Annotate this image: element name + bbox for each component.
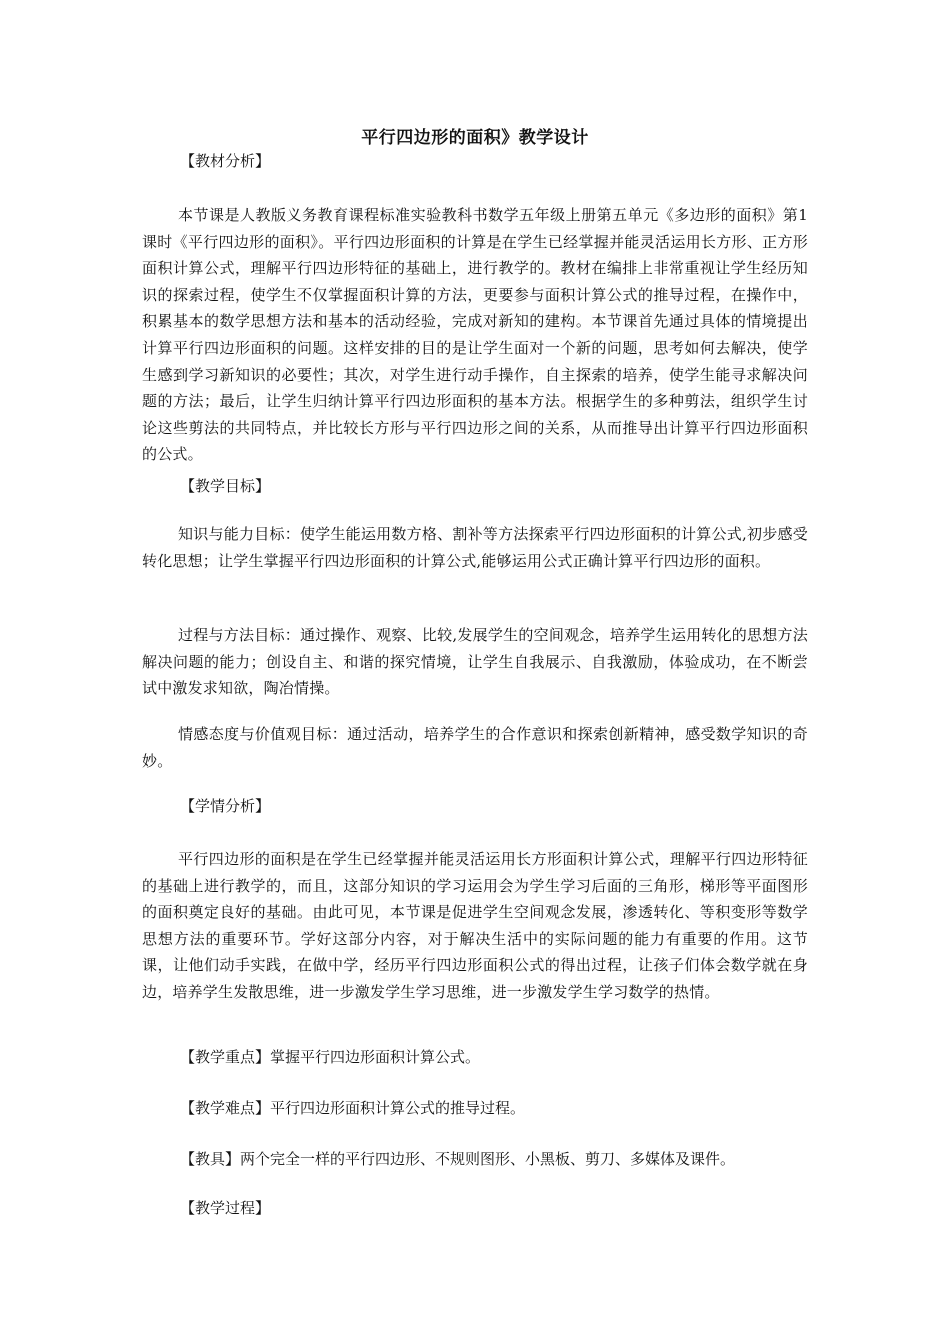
heading-student-analysis: 【学情分析】 (180, 797, 271, 815)
heading-teaching-goals: 【教学目标】 (180, 477, 271, 495)
heading-teaching-process: 【教学过程】 (180, 1199, 271, 1217)
paragraph-emotion-goal: 情感态度与价值观目标：通过活动，培养学生的合作意识和探索创新精神，感受数学知识的奇妙。 (142, 725, 808, 770)
teaching-aids-line: 【教具】两个完全一样的平行四边形、不规则图形、小黑板、剪刀、多媒体及课件。 (180, 1150, 736, 1168)
paragraph-textbook-analysis: 本节课是人教版义务教育课程标准实验教科书数学五年级上册第五单元《多边形的面积》第1课时《平行四边形的面积》。平行四边形面积的计算是在学生已经掌握并能灵活运用长方形、正方形面积计算公式，理解平行四边形特征的基础上，进行教学的。教材在编排上非常重视让学生经历知识的探索过程，使学生不仅掌握面积计算的方法，更要参与面积计算公式的推导过程，在操作中，积累基本的数学思想方法和基本的活动经验，完成对新知的建构。本节课首先通过具体的情境提出计算平行四边形面积的问题。这样安排的目的是让学生面对一个新的问题，思考如何去解决，使学生感到学习新知识的必要性；其次，对学生进行动手操作，自主探索的培养，使学生能寻求解决问题的方法；最后，让学生归纳计算平行四边形面积的基本方法。根据学生的多种剪法，组织学生讨论这些剪法的共同特点，并比较长方形与平行四边形之间的关系，从而推导出计算平行四边形面积的公式。 (142, 206, 808, 464)
paragraph-student-analysis: 平行四边形的面积是在学生已经掌握并能灵活运用长方形面积计算公式，理解平行四边形特征的基础上进行教学的，而且，这部分知识的学习运用会为学生学习后面的三角形，梯形等平面图形的面积奠定良好的基础。由此可见，本节课是促进学生空间观念发展，渗透转化、等积变形等数学思想方法的重要环节。学好这部分内容，对于解决生活中的实际问题的能力有重要的作用。这节课，让他们动手实践，在做中学，经历平行四边形面积公式的得出过程，让孩子们体会数学就在身边，培养学生发散思维，进一步激发学生学习思维，进一步激发学生学习数学的热情。 (142, 850, 808, 1001)
document-title: 平行四边形的面积》教学设计 (361, 128, 589, 148)
key-point-line: 【教学重点】掌握平行四边形面积计算公式。 (180, 1048, 481, 1066)
heading-textbook-analysis: 【教材分析】 (180, 152, 271, 170)
paragraph-process-goal: 过程与方法目标：通过操作、观察、比较,发展学生的空间观念，培养学生运用转化的思想方法解决问题的能力；创设自主、和谐的探究情境，让学生自我展示、自我激励，体验成功，在不断尝试中激发求知欲，陶冶情操。 (142, 626, 808, 698)
paragraph-knowledge-goal: 知识与能力目标：使学生能运用数方格、割补等方法探索平行四边形面积的计算公式,初步感受转化思想；让学生掌握平行四边形面积的计算公式,能够运用公式正确计算平行四边形的面积。 (142, 525, 808, 570)
difficult-point-line: 【教学难点】平行四边形面积计算公式的推导过程。 (180, 1099, 526, 1117)
